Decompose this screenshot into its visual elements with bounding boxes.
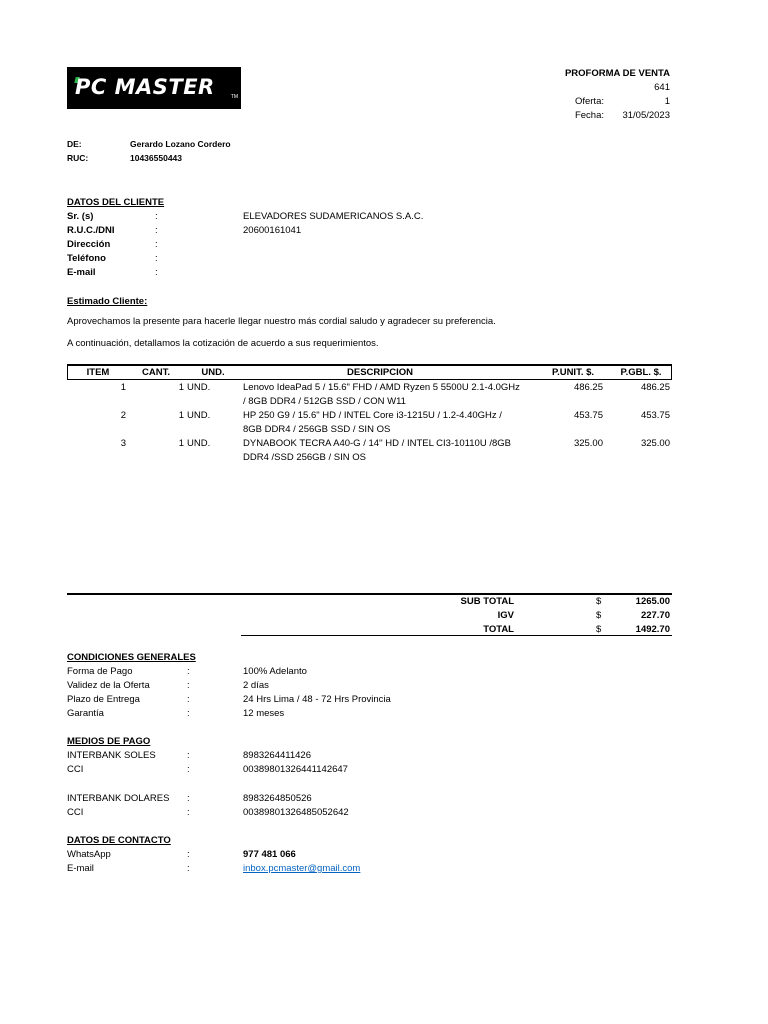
- email-label: E-mail: [67, 863, 94, 874]
- offer-label: Oferta:: [574, 96, 604, 107]
- igv-label: IGV: [497, 610, 514, 621]
- row-desc: HP 250 G9 / 15.6" HD / INTEL Core i3-1215U / 1.2-4.40GHz / 8GB DDR4 / 256GB SSD / SIN OS: [243, 410, 502, 435]
- col-item: ITEM: [86, 367, 110, 378]
- email-colon: :: [187, 863, 190, 874]
- row-desc: Lenovo IdeaPad 5 / 15.6" FHD / AMD Ryzen 5 5500U 2.1-4.0GHz / 8GB DDR4 / 512GB SSD / CON W11: [243, 382, 520, 407]
- client-colon: :: [155, 253, 158, 264]
- condition-colon: :: [187, 666, 190, 677]
- intro-line-1: Aprovechamos la presente para hacerle llegar nuestro más cordial saludo y agradecer su preferencia.: [67, 316, 496, 327]
- row-und: UND.: [187, 410, 211, 421]
- row-item: 2: [120, 410, 126, 421]
- subtotal-value: 1265.00: [635, 596, 670, 607]
- document-title: PROFORMA DE VENTA: [564, 68, 670, 79]
- igv-currency: $: [596, 610, 602, 621]
- row-und: UND.: [187, 382, 211, 393]
- totals-top-rule: [67, 593, 672, 595]
- client-colon: :: [155, 267, 158, 278]
- row-desc: DYNABOOK TECRA A40-G / 14'' HD / INTEL CI3-10110U /8GB DDR4 /SSD 256GB / SIN OS: [243, 438, 511, 463]
- intro-line-2: A continuación, detallamos la cotización de acuerdo a sus requerimientos.: [67, 338, 379, 349]
- table-top-rule: [67, 364, 672, 366]
- condition-label: Forma de Pago: [67, 666, 133, 677]
- condition-colon: :: [187, 708, 190, 719]
- payment-colon: :: [187, 807, 190, 818]
- payment-label: INTERBANK SOLES: [67, 750, 156, 761]
- row-cant: 1: [178, 382, 184, 393]
- row-pgbl: 453.75: [640, 410, 670, 421]
- client-label: R.U.C./DNI: [67, 225, 115, 236]
- col-punit: P.UNIT. $.: [551, 367, 595, 378]
- payment-label: CCI: [67, 764, 84, 775]
- condition-value: 100% Adelanto: [243, 666, 307, 677]
- condition-label: Validez de la Oferta: [67, 680, 150, 691]
- payment-value: 8983264411426: [243, 750, 311, 761]
- de-value: Gerardo Lozano Cordero: [130, 139, 231, 149]
- subtotal-currency: $: [596, 596, 602, 607]
- email-link[interactable]: inbox.pcmaster@gmail.com: [243, 863, 361, 874]
- date-value: 31/05/2023: [622, 110, 670, 121]
- offer-value: 1: [664, 96, 670, 107]
- client-label: E-mail: [67, 267, 96, 278]
- date-label: Fecha:: [574, 110, 604, 121]
- payment-value: 00389801326441142647: [243, 764, 348, 775]
- logo-text: PC MASTER: [75, 75, 215, 99]
- total-value: 1492.70: [635, 624, 670, 635]
- ruc-value: 10436550443: [130, 153, 183, 163]
- client-label: Teléfono: [67, 253, 106, 264]
- condition-value: 12 meses: [243, 708, 285, 719]
- payment-label: CCI: [67, 807, 84, 818]
- row-punit: 486.25: [573, 382, 603, 393]
- igv-value: 227.70: [640, 610, 670, 621]
- logo-trademark: TM: [230, 94, 238, 100]
- client-label: Dirección: [67, 239, 111, 250]
- table-header-rule: [67, 379, 672, 380]
- payment-label: INTERBANK DOLARES: [67, 793, 170, 804]
- whatsapp-label: WhatsApp: [67, 849, 111, 860]
- col-und: UND.: [201, 367, 225, 378]
- payment-colon: :: [187, 764, 190, 775]
- payment-title: MEDIOS DE PAGO: [67, 736, 151, 747]
- condition-label: Plazo de Entrega: [67, 694, 140, 705]
- greeting: Estimado Cliente:: [67, 296, 148, 307]
- total-label: TOTAL: [483, 624, 514, 635]
- col-pgbl: P.GBL. $.: [620, 367, 662, 378]
- de-label: DE:: [67, 139, 82, 149]
- condition-colon: :: [187, 680, 190, 691]
- ruc-label: RUC:: [67, 153, 89, 163]
- row-und: UND.: [187, 438, 211, 449]
- row-punit: 325.00: [573, 438, 603, 449]
- row-item: 1: [120, 382, 126, 393]
- contact-title: DATOS DE CONTACTO: [67, 835, 171, 846]
- condition-value: 24 Hrs Lima / 48 - 72 Hrs Provincia: [243, 694, 391, 705]
- row-punit: 453.75: [573, 410, 603, 421]
- conditions-title: CONDICIONES GENERALES: [67, 652, 196, 663]
- total-currency: $: [596, 624, 602, 635]
- payment-value: 8983264850526: [243, 793, 312, 804]
- col-cant: CANT.: [142, 367, 170, 378]
- client-ruc: 20600161041: [243, 225, 302, 236]
- col-desc: DESCRIPCION: [347, 367, 413, 378]
- row-cant: 1: [178, 410, 184, 421]
- condition-value: 2 días: [243, 680, 269, 691]
- client-section-title: DATOS DEL CLIENTE: [67, 197, 165, 208]
- row-pgbl: 325.00: [640, 438, 670, 449]
- row-cant: 1: [178, 438, 184, 449]
- condition-label: Garantía: [67, 708, 104, 719]
- payment-value: 00389801326485052642: [243, 807, 349, 818]
- client-colon: :: [155, 225, 158, 236]
- payment-colon: :: [187, 793, 190, 804]
- client-colon: :: [155, 239, 158, 250]
- whatsapp-colon: :: [187, 849, 190, 860]
- row-pgbl: 486.25: [640, 382, 670, 393]
- client-label: Sr. (s): [67, 211, 94, 222]
- document-number: 641: [654, 82, 670, 93]
- payment-colon: :: [187, 750, 190, 761]
- condition-colon: :: [187, 694, 190, 705]
- client-colon: :: [155, 211, 158, 222]
- company-logo: [67, 67, 241, 109]
- row-item: 3: [120, 438, 126, 449]
- whatsapp-value: 977 481 066: [243, 849, 296, 860]
- subtotal-label: SUB TOTAL: [460, 596, 514, 607]
- client-name: ELEVADORES SUDAMERICANOS S.A.C.: [243, 211, 424, 222]
- table-left-border: [67, 364, 68, 380]
- totals-bottom-rule: [241, 635, 672, 636]
